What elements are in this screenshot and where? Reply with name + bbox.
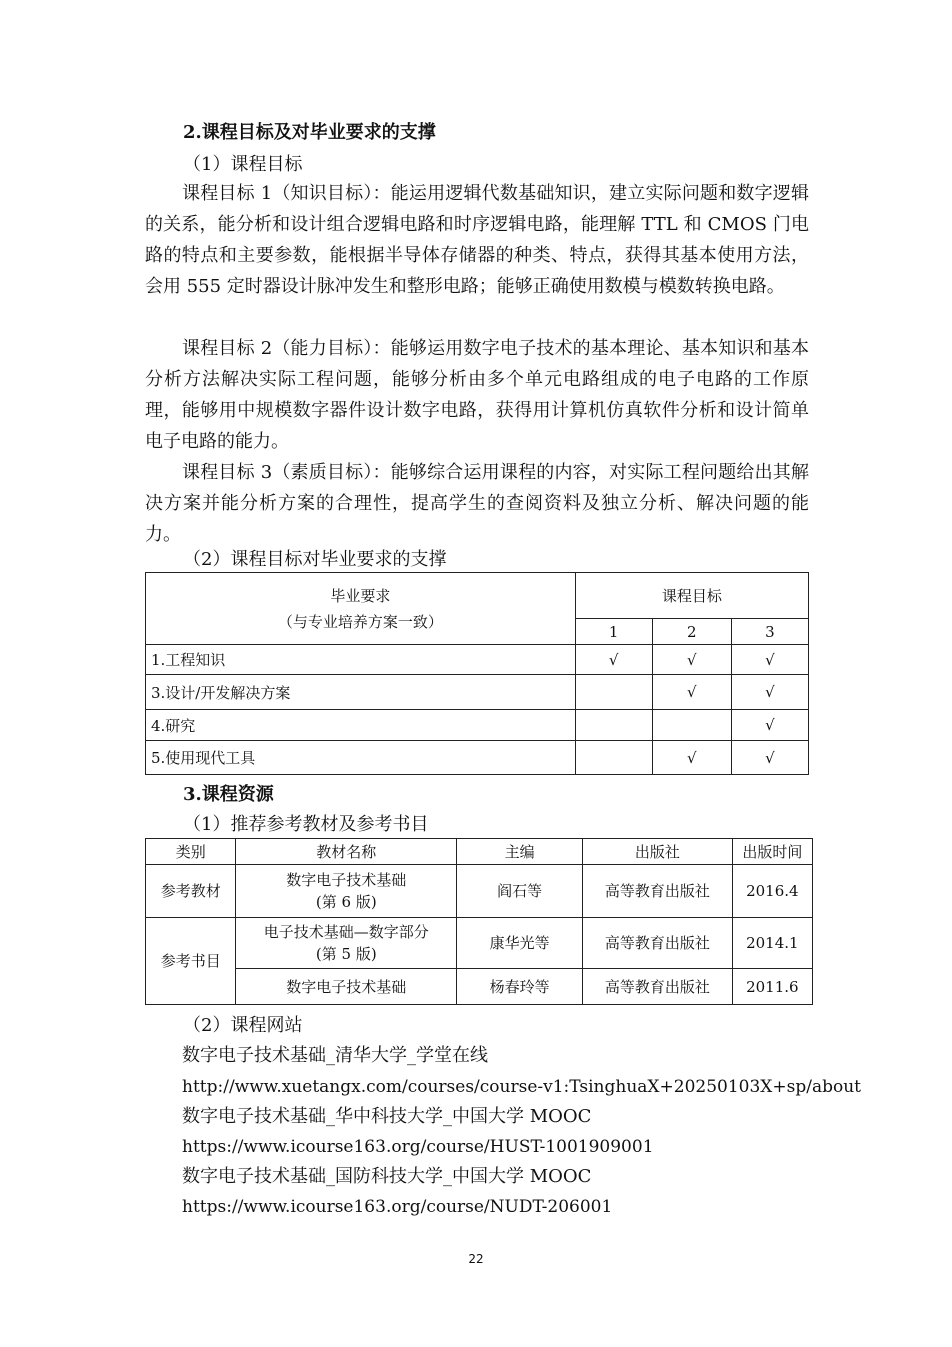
check-mark: √ [652, 645, 731, 675]
subheading-textbooks: （1）推荐参考教材及参考书目 [183, 814, 429, 835]
header-publisher: 出版社 [583, 839, 732, 865]
publisher-cell: 高等教育出版社 [583, 918, 732, 969]
check-mark [575, 675, 652, 710]
site-url-link[interactable]: https://www.icourse163.org/course/HUST-1001909001 [182, 1137, 654, 1157]
site-name: 数字电子技术基础_国防科技大学_中国大学 MOOC [182, 1166, 592, 1187]
editor-cell: 杨春玲等 [457, 969, 583, 1005]
check-mark: √ [652, 675, 731, 710]
requirement-label: 3.设计/开发解决方案 [146, 675, 576, 710]
goal-header: 课程目标 [575, 573, 808, 619]
book-edition: (第 5 版) [315, 945, 377, 963]
requirement-label: 5.使用现代工具 [146, 741, 576, 775]
requirement-header [146, 573, 576, 645]
check-mark: √ [652, 741, 731, 775]
textbook-table [145, 838, 813, 1005]
subheading-course-goals: （1）课程目标 [183, 154, 303, 175]
editor-cell: 康华光等 [457, 918, 583, 969]
book-edition: (第 6 版) [315, 893, 377, 911]
check-mark: √ [731, 741, 808, 775]
table-row [146, 865, 813, 918]
table-row [146, 710, 809, 741]
check-mark [652, 710, 731, 741]
section-heading-resources: 3.课程资源 [183, 784, 274, 805]
site-url-link[interactable]: https://www.icourse163.org/course/NUDT-206001 [182, 1197, 613, 1217]
header-category: 类别 [146, 839, 236, 865]
table-row [146, 645, 809, 675]
category-cell: 参考书目 [146, 918, 236, 1005]
requirement-header-line1: 毕业要求 [330, 586, 391, 605]
site-name: 数字电子技术基础_清华大学_学堂在线 [182, 1045, 488, 1066]
table-row [146, 675, 809, 710]
header-title: 教材名称 [236, 839, 457, 865]
goal-2-paragraph: 课程目标 2（能力目标）：能够运用数字电子技术的基本理论、基本知识和基本分析方法解决实际工程问题，能够分析由多个单元电路组成的电子电路的工作原理，能够用中规模数字器件设计数字电路，获得用计算机仿真软件分析和设计简单电子电路的能力。 [145, 338, 809, 452]
table-row [146, 969, 813, 1005]
header-year: 出版时间 [732, 839, 812, 865]
check-mark: √ [731, 675, 808, 710]
subheading-websites: （2）课程网站 [183, 1015, 303, 1036]
book-title: 数字电子技术基础 [286, 871, 407, 889]
goal-1-paragraph: 课程目标 1（知识目标）：能运用逻辑代数基础知识，建立实际问题和数字逻辑的关系，能分析和设计组合逻辑电路和时序逻辑电路，能理解 TTL 和 CMOS 门电路的特点和主要参数，能根据半导体存储器的种类、特点，获得其基本使用方法，会用 555 定时器设计脉冲发生和整形电路；能够正确使用数模与模数转换电路。 [145, 183, 809, 297]
publisher-cell: 高等教育出版社 [583, 865, 732, 918]
publisher-cell: 高等教育出版社 [583, 969, 732, 1005]
category-cell: 参考教材 [146, 865, 236, 918]
book-title-cell [236, 865, 457, 918]
table-row [146, 918, 813, 969]
table-header-row [146, 839, 813, 865]
section-heading-goals: 2.课程目标及对毕业要求的支撑 [183, 122, 436, 143]
page-number: 22 [468, 1252, 484, 1266]
check-mark: √ [731, 710, 808, 741]
goal-col-2: 2 [652, 619, 731, 645]
year-cell: 2014.1 [732, 918, 812, 969]
check-mark [575, 741, 652, 775]
goal-col-3: 3 [731, 619, 808, 645]
book-title: 电子技术基础—数字部分 [263, 923, 429, 941]
check-mark [575, 710, 652, 741]
table-row [146, 741, 809, 775]
year-cell: 2011.6 [732, 969, 812, 1005]
site-name: 数字电子技术基础_华中科技大学_中国大学 MOOC [182, 1106, 592, 1127]
requirement-header-line2: （与专业培养方案一致） [277, 612, 443, 631]
subheading-support: （2）课程目标对毕业要求的支撑 [183, 549, 447, 570]
goal-col-1: 1 [575, 619, 652, 645]
requirement-label: 4.研究 [146, 710, 576, 741]
book-title-cell: 数字电子技术基础 [236, 969, 457, 1005]
support-matrix-table [145, 572, 809, 775]
header-editor: 主编 [457, 839, 583, 865]
check-mark: √ [575, 645, 652, 675]
goal-3-paragraph: 课程目标 3（素质目标）：能够综合运用课程的内容，对实际工程问题给出其解决方案并能分析方案的合理性，提高学生的查阅资料及独立分析、解决问题的能力。 [145, 462, 809, 545]
year-cell: 2016.4 [732, 865, 812, 918]
book-title-cell [236, 918, 457, 969]
site-url-link[interactable]: http://www.xuetangx.com/courses/course-v1:TsinghuaX+20250103X+sp/about [182, 1077, 861, 1097]
requirement-label: 1.工程知识 [146, 645, 576, 675]
editor-cell: 阎石等 [457, 865, 583, 918]
check-mark: √ [731, 645, 808, 675]
